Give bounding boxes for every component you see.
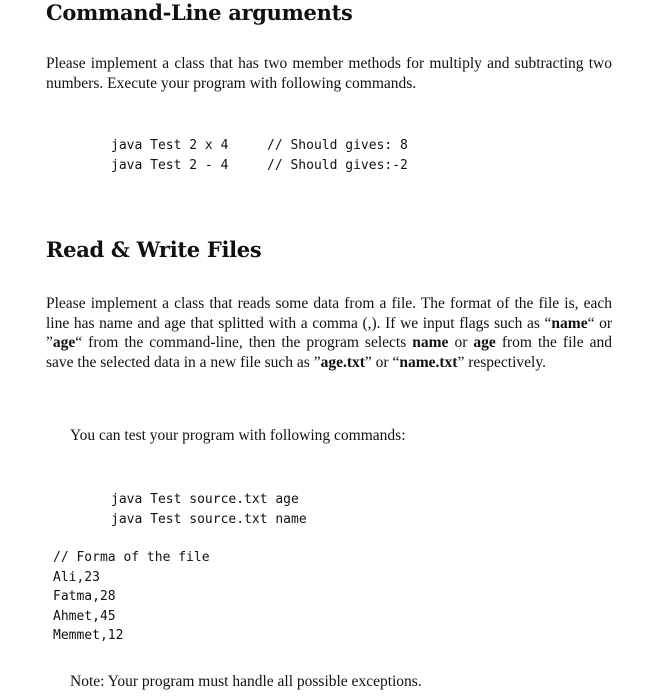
code-line: Ahmet,45 [53, 608, 116, 624]
command: java Test 2 - 4 [111, 157, 229, 173]
text-segment: “ or ” [46, 314, 612, 351]
comment: // Should gives: 8 [267, 138, 408, 153]
code-comment: // Forma of the file [53, 550, 210, 565]
code-line: java Test source.txt age [111, 492, 299, 507]
file-format-block [53, 548, 210, 646]
section1-code-block [111, 136, 408, 175]
text-segment: from the file and save the selected data in a new file such as ” [46, 334, 612, 371]
bold-term: age.txt [320, 353, 365, 371]
test-intro: You can test your program with following commands: [70, 427, 406, 444]
command: java Test 2 x 4 [111, 138, 229, 153]
section-title-read-write: Read & Write Files [46, 237, 262, 262]
section2-paragraph [46, 294, 612, 372]
text-segment: ” respectively. [457, 353, 546, 371]
code-line: Ali,23 [53, 569, 100, 585]
bold-term: name [412, 334, 449, 351]
bold-term: name.txt [399, 353, 458, 371]
code-line: Fatma,28 [53, 589, 116, 604]
bold-term: name [551, 314, 588, 332]
code-line [111, 136, 408, 156]
bold-term: age [473, 334, 496, 351]
code-line: Memmet,12 [53, 628, 124, 643]
note: Note: Your program must handle all possible exceptions. [70, 673, 422, 690]
section-title-command-line: Command-Line arguments [46, 0, 353, 25]
bold-term: age [52, 334, 76, 351]
text-segment: or [448, 334, 474, 351]
text-segment: ” or “ [364, 353, 400, 371]
code-line: java Test source.txt name [111, 511, 307, 527]
code-line [111, 156, 408, 176]
section1-paragraph: Please implement a class that has two member methods for multiply and subtracting two numbers. Execute your program with following commands. [46, 55, 612, 92]
text-segment: Please implement a class that reads some data from a file. The format of the file is, each line has name and age that splitted with a comma (,). If we input flags such as “ [46, 295, 612, 332]
comment: // Should gives:-2 [267, 157, 408, 173]
test-commands [111, 490, 307, 529]
text-segment: “ from the command-line, then the program selects [75, 334, 413, 351]
